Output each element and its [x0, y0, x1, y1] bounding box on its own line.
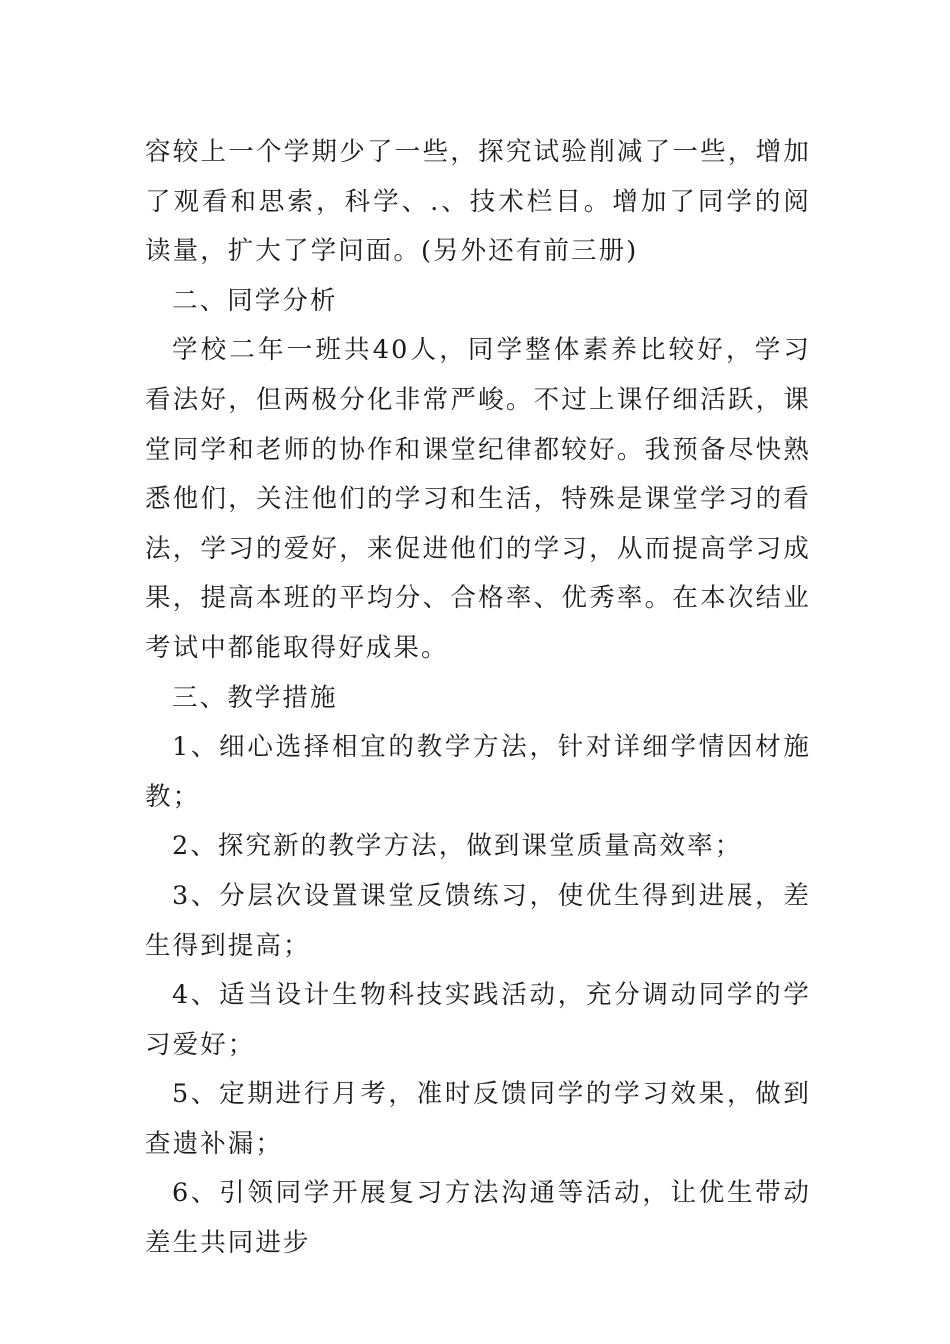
- measure-item-4: 4、适当设计生物科技实践活动，充分调动同学的学习爱好；: [145, 980, 811, 1060]
- document-body: [145, 128, 811, 1269]
- measure-item-5: 5、定期进行月考，准时反馈同学的学习效果，做到查遗补漏；: [145, 1079, 811, 1159]
- measure-item-6: 6、引领同学开展复习方法沟通等活动，让优生带动差生共同进步: [145, 1178, 811, 1259]
- section-heading-student-analysis: 二、同学分析: [172, 285, 338, 316]
- measure-item-2: 2、探究新的教学方法，做到课堂质量高效率；: [172, 831, 743, 862]
- measure-item-3: 3、分层次设置课堂反馈练习，使优生得到进展，差生得到提高；: [145, 880, 811, 961]
- paragraph-student-analysis: 学校二年一班共40人，同学整体素养比较好，学习看法好，但两极分化非常严峻。不过上课仔细活跃，课堂同学和老师的协作和课堂纪律都较好。我预备尽快熟悉他们，关注他们的学习和生活，特殊是课堂学习的看法，学习的爱好，来促进他们的学习，从而提高学习成果，提高本班的平均分、合格率、优秀率。在本次结业考试中都能取得好成果。: [145, 335, 811, 663]
- measure-item-1: 1、细心选择相宜的教学方法，针对详细学情因材施教；: [145, 732, 811, 812]
- section-heading-teaching-measures: 三、教学措施: [172, 682, 338, 713]
- paragraph-textbook-content: 容较上一个学期少了一些，探究试验削减了一些，增加了观看和思索，科学、.、技术栏目。增加了同学的阅读量，扩大了学问面。(另外还有前三册): [145, 137, 811, 267]
